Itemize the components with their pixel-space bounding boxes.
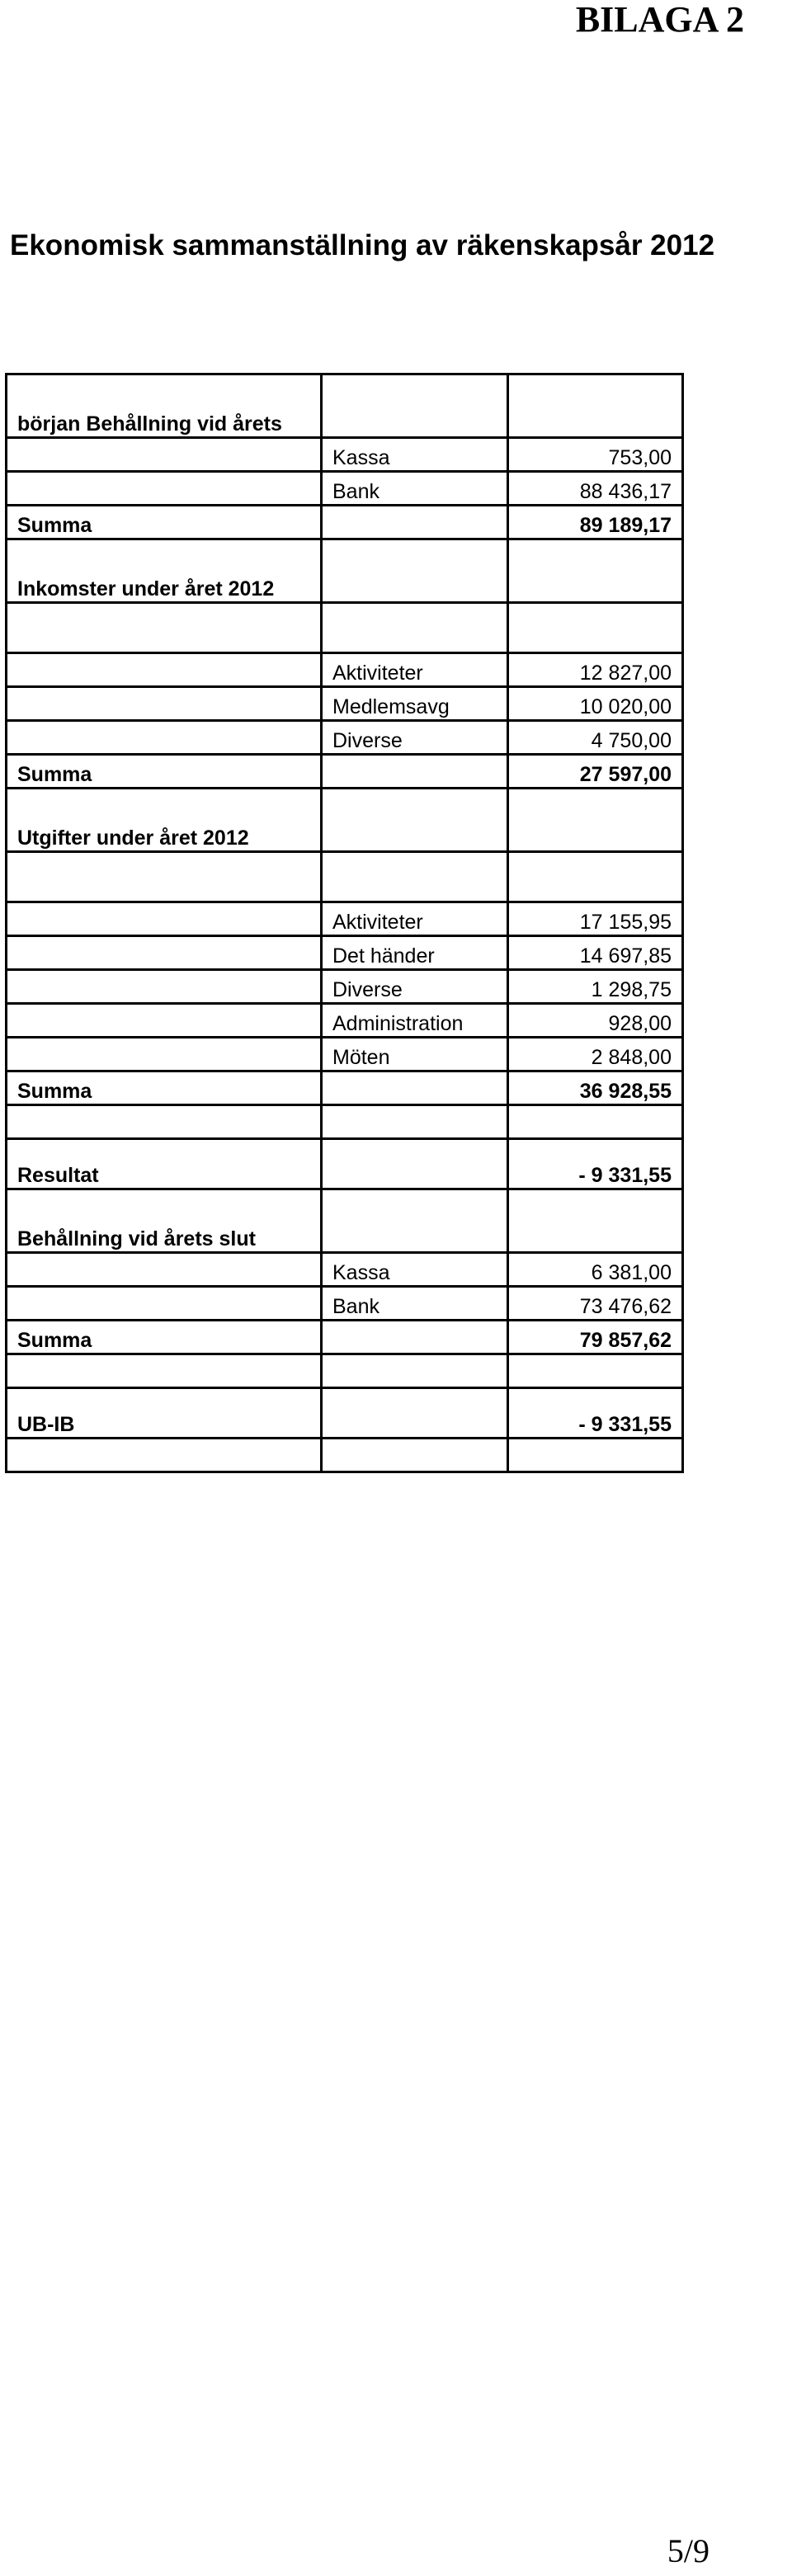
row-label: Medlemsavg bbox=[322, 687, 508, 721]
sum-amount: 27 597,00 bbox=[508, 755, 683, 789]
empty-cell bbox=[322, 1189, 508, 1253]
table-row-sum bbox=[7, 506, 683, 539]
table-row-sum bbox=[7, 1321, 683, 1354]
empty-cell bbox=[7, 1004, 322, 1038]
table-row bbox=[7, 1038, 683, 1071]
row-amount: 12 827,00 bbox=[508, 653, 683, 687]
empty-cell bbox=[7, 970, 322, 1004]
result-amount: - 9 331,55 bbox=[508, 1139, 683, 1189]
empty-cell bbox=[7, 438, 322, 472]
empty-cell bbox=[7, 1287, 322, 1321]
table-row-spacer bbox=[7, 603, 683, 653]
row-amount: 6 381,00 bbox=[508, 1253, 683, 1287]
table-row-ub-ib bbox=[7, 1388, 683, 1439]
row-amount: 2 848,00 bbox=[508, 1038, 683, 1071]
table-row-sum bbox=[7, 1071, 683, 1105]
empty-cell bbox=[322, 1105, 508, 1139]
sum-label: Summa bbox=[7, 506, 322, 539]
table-row-spacer bbox=[7, 1105, 683, 1139]
empty-cell bbox=[508, 852, 683, 902]
sum-label: Summa bbox=[7, 1321, 322, 1354]
sum-label: Summa bbox=[7, 1071, 322, 1105]
sum-amount: 79 857,62 bbox=[508, 1321, 683, 1354]
row-amount: 10 020,00 bbox=[508, 687, 683, 721]
table-row bbox=[7, 472, 683, 506]
table-row-closing-heading bbox=[7, 1189, 683, 1253]
empty-cell bbox=[322, 1071, 508, 1105]
row-amount: 14 697,85 bbox=[508, 936, 683, 970]
table-row bbox=[7, 1004, 683, 1038]
income-heading: Inkomster under året 2012 bbox=[7, 539, 322, 603]
sum-label: Summa bbox=[7, 755, 322, 789]
empty-cell bbox=[322, 1354, 508, 1388]
empty-cell bbox=[508, 603, 683, 653]
empty-cell bbox=[508, 1105, 683, 1139]
empty-cell bbox=[322, 603, 508, 653]
ub-ib-label: UB-IB bbox=[7, 1388, 322, 1439]
document-title: Ekonomisk sammanställning av räkenskapsår 2012 bbox=[10, 229, 715, 261]
row-label: Möten bbox=[322, 1038, 508, 1071]
row-amount: 753,00 bbox=[508, 438, 683, 472]
empty-cell bbox=[322, 374, 508, 438]
ub-ib-amount: - 9 331,55 bbox=[508, 1388, 683, 1439]
empty-cell bbox=[508, 1439, 683, 1472]
table-row-opening-heading bbox=[7, 374, 683, 438]
table-row-result bbox=[7, 1139, 683, 1189]
empty-cell bbox=[7, 721, 322, 755]
empty-cell bbox=[322, 539, 508, 603]
table-row bbox=[7, 721, 683, 755]
sum-amount: 89 189,17 bbox=[508, 506, 683, 539]
empty-cell bbox=[322, 1321, 508, 1354]
row-label: Kassa bbox=[322, 438, 508, 472]
empty-cell bbox=[7, 936, 322, 970]
table-row bbox=[7, 970, 683, 1004]
empty-cell bbox=[7, 1253, 322, 1287]
empty-cell bbox=[7, 472, 322, 506]
table-row bbox=[7, 438, 683, 472]
empty-cell bbox=[322, 1388, 508, 1439]
empty-cell bbox=[508, 374, 683, 438]
closing-balance-heading: Behållning vid årets slut bbox=[7, 1189, 322, 1253]
table-row bbox=[7, 687, 683, 721]
table-row-spacer bbox=[7, 852, 683, 902]
result-label: Resultat bbox=[7, 1139, 322, 1189]
empty-cell bbox=[7, 852, 322, 902]
row-label: Diverse bbox=[322, 970, 508, 1004]
table-row-income-heading bbox=[7, 539, 683, 603]
empty-cell bbox=[322, 1439, 508, 1472]
table-row bbox=[7, 936, 683, 970]
table-row-sum bbox=[7, 755, 683, 789]
empty-cell bbox=[7, 687, 322, 721]
table-row bbox=[7, 1287, 683, 1321]
table-row bbox=[7, 902, 683, 936]
row-amount: 4 750,00 bbox=[508, 721, 683, 755]
row-label: Administration bbox=[322, 1004, 508, 1038]
table-row bbox=[7, 1253, 683, 1287]
row-label: Aktiviteter bbox=[322, 902, 508, 936]
table-row bbox=[7, 653, 683, 687]
page-number: 5/9 bbox=[667, 2532, 710, 2569]
row-amount: 17 155,95 bbox=[508, 902, 683, 936]
table-row-spacer bbox=[7, 1439, 683, 1472]
sum-amount: 36 928,55 bbox=[508, 1071, 683, 1105]
row-amount: 88 436,17 bbox=[508, 472, 683, 506]
empty-cell bbox=[7, 603, 322, 653]
row-label: Kassa bbox=[322, 1253, 508, 1287]
empty-cell bbox=[7, 1038, 322, 1071]
empty-cell bbox=[508, 789, 683, 852]
row-label: Bank bbox=[322, 1287, 508, 1321]
row-amount: 928,00 bbox=[508, 1004, 683, 1038]
empty-cell bbox=[7, 902, 322, 936]
row-amount: 1 298,75 bbox=[508, 970, 683, 1004]
empty-cell bbox=[7, 1105, 322, 1139]
row-amount: 73 476,62 bbox=[508, 1287, 683, 1321]
empty-cell bbox=[322, 755, 508, 789]
empty-cell bbox=[322, 852, 508, 902]
empty-cell bbox=[508, 1354, 683, 1388]
empty-cell bbox=[7, 1439, 322, 1472]
appendix-label: BILAGA 2 bbox=[575, 0, 744, 40]
expenses-heading: Utgifter under året 2012 bbox=[7, 789, 322, 852]
empty-cell bbox=[322, 1139, 508, 1189]
financial-summary-table bbox=[5, 373, 684, 1473]
empty-cell bbox=[508, 539, 683, 603]
table-row-expenses-heading bbox=[7, 789, 683, 852]
empty-cell bbox=[322, 789, 508, 852]
empty-cell bbox=[7, 653, 322, 687]
row-label: Det händer bbox=[322, 936, 508, 970]
empty-cell bbox=[508, 1189, 683, 1253]
opening-balance-heading: början Behållning vid årets bbox=[7, 374, 322, 438]
row-label: Diverse bbox=[322, 721, 508, 755]
row-label: Bank bbox=[322, 472, 508, 506]
table-row-spacer bbox=[7, 1354, 683, 1388]
row-label: Aktiviteter bbox=[322, 653, 508, 687]
empty-cell bbox=[7, 1354, 322, 1388]
empty-cell bbox=[322, 506, 508, 539]
